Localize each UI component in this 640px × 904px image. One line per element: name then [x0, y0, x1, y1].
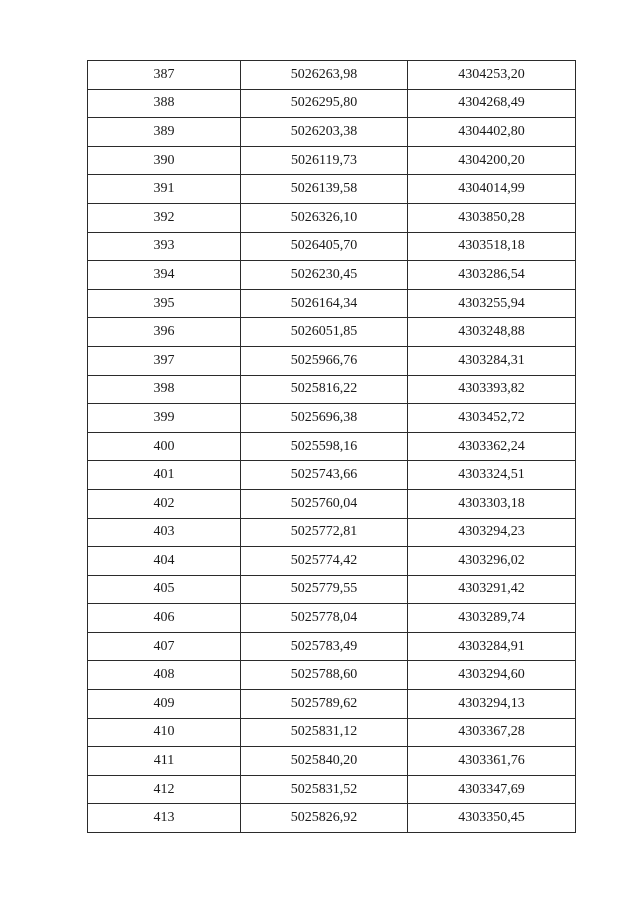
x-coordinate-cell: 5025743,66	[241, 461, 408, 490]
x-coordinate-cell: 5026295,80	[241, 89, 408, 118]
y-coordinate-cell: 4303367,28	[408, 718, 576, 747]
point-number-cell: 393	[88, 232, 241, 261]
table-row	[88, 346, 576, 375]
table-row	[88, 175, 576, 204]
y-coordinate-cell: 4303296,02	[408, 547, 576, 576]
table-row	[88, 318, 576, 347]
point-number-cell: 390	[88, 146, 241, 175]
y-coordinate-cell: 4303284,31	[408, 346, 576, 375]
point-number-cell: 395	[88, 289, 241, 318]
table-row	[88, 232, 576, 261]
y-coordinate-cell: 4303286,54	[408, 261, 576, 290]
y-coordinate-cell: 4303303,18	[408, 489, 576, 518]
y-coordinate-cell: 4303248,88	[408, 318, 576, 347]
point-number-cell: 397	[88, 346, 241, 375]
y-coordinate-cell: 4303350,45	[408, 804, 576, 833]
point-number-cell: 401	[88, 461, 241, 490]
y-coordinate-cell: 4303284,91	[408, 632, 576, 661]
table-row	[88, 718, 576, 747]
x-coordinate-cell: 5025840,20	[241, 747, 408, 776]
point-number-cell: 403	[88, 518, 241, 547]
table-row	[88, 547, 576, 576]
x-coordinate-cell: 5025826,92	[241, 804, 408, 833]
coordinates-table-body	[88, 61, 576, 833]
table-row	[88, 489, 576, 518]
y-coordinate-cell: 4303850,28	[408, 203, 576, 232]
table-row	[88, 89, 576, 118]
x-coordinate-cell: 5025788,60	[241, 661, 408, 690]
x-coordinate-cell: 5025816,22	[241, 375, 408, 404]
point-number-cell: 398	[88, 375, 241, 404]
point-number-cell: 405	[88, 575, 241, 604]
table-row	[88, 461, 576, 490]
y-coordinate-cell: 4304014,99	[408, 175, 576, 204]
y-coordinate-cell: 4303294,60	[408, 661, 576, 690]
y-coordinate-cell: 4303289,74	[408, 604, 576, 633]
x-coordinate-cell: 5025778,04	[241, 604, 408, 633]
table-row	[88, 661, 576, 690]
table-row	[88, 518, 576, 547]
point-number-cell: 399	[88, 404, 241, 433]
y-coordinate-cell: 4303294,23	[408, 518, 576, 547]
x-coordinate-cell: 5025831,52	[241, 775, 408, 804]
x-coordinate-cell: 5025774,42	[241, 547, 408, 576]
x-coordinate-cell: 5025789,62	[241, 690, 408, 719]
x-coordinate-cell: 5025783,49	[241, 632, 408, 661]
y-coordinate-cell: 4304253,20	[408, 61, 576, 90]
table-row	[88, 804, 576, 833]
x-coordinate-cell: 5025696,38	[241, 404, 408, 433]
y-coordinate-cell: 4303291,42	[408, 575, 576, 604]
point-number-cell: 404	[88, 547, 241, 576]
y-coordinate-cell: 4303255,94	[408, 289, 576, 318]
table-row	[88, 404, 576, 433]
table-row	[88, 604, 576, 633]
point-number-cell: 413	[88, 804, 241, 833]
y-coordinate-cell: 4303361,76	[408, 747, 576, 776]
x-coordinate-cell: 5026119,73	[241, 146, 408, 175]
y-coordinate-cell: 4304268,49	[408, 89, 576, 118]
y-coordinate-cell: 4303347,69	[408, 775, 576, 804]
table-row	[88, 575, 576, 604]
coordinates-table	[87, 60, 576, 833]
y-coordinate-cell: 4304402,80	[408, 118, 576, 147]
table-row	[88, 690, 576, 719]
point-number-cell: 411	[88, 747, 241, 776]
table-row	[88, 261, 576, 290]
point-number-cell: 409	[88, 690, 241, 719]
x-coordinate-cell: 5025831,12	[241, 718, 408, 747]
x-coordinate-cell: 5025772,81	[241, 518, 408, 547]
point-number-cell: 400	[88, 432, 241, 461]
x-coordinate-cell: 5026164,34	[241, 289, 408, 318]
point-number-cell: 410	[88, 718, 241, 747]
y-coordinate-cell: 4303294,13	[408, 690, 576, 719]
table-row	[88, 289, 576, 318]
x-coordinate-cell: 5026263,98	[241, 61, 408, 90]
point-number-cell: 388	[88, 89, 241, 118]
point-number-cell: 387	[88, 61, 241, 90]
y-coordinate-cell: 4304200,20	[408, 146, 576, 175]
point-number-cell: 408	[88, 661, 241, 690]
x-coordinate-cell: 5026230,45	[241, 261, 408, 290]
point-number-cell: 396	[88, 318, 241, 347]
y-coordinate-cell: 4303518,18	[408, 232, 576, 261]
point-number-cell: 389	[88, 118, 241, 147]
x-coordinate-cell: 5025966,76	[241, 346, 408, 375]
x-coordinate-cell: 5025760,04	[241, 489, 408, 518]
x-coordinate-cell: 5025598,16	[241, 432, 408, 461]
y-coordinate-cell: 4303362,24	[408, 432, 576, 461]
point-number-cell: 406	[88, 604, 241, 633]
table-row	[88, 747, 576, 776]
table-row	[88, 375, 576, 404]
point-number-cell: 407	[88, 632, 241, 661]
y-coordinate-cell: 4303324,51	[408, 461, 576, 490]
table-row	[88, 432, 576, 461]
y-coordinate-cell: 4303393,82	[408, 375, 576, 404]
point-number-cell: 394	[88, 261, 241, 290]
point-number-cell: 392	[88, 203, 241, 232]
table-row	[88, 775, 576, 804]
point-number-cell: 391	[88, 175, 241, 204]
x-coordinate-cell: 5026405,70	[241, 232, 408, 261]
x-coordinate-cell: 5026203,38	[241, 118, 408, 147]
table-row	[88, 146, 576, 175]
y-coordinate-cell: 4303452,72	[408, 404, 576, 433]
point-number-cell: 412	[88, 775, 241, 804]
table-row	[88, 61, 576, 90]
table-row	[88, 632, 576, 661]
x-coordinate-cell: 5025779,55	[241, 575, 408, 604]
x-coordinate-cell: 5026326,10	[241, 203, 408, 232]
table-row	[88, 118, 576, 147]
x-coordinate-cell: 5026139,58	[241, 175, 408, 204]
x-coordinate-cell: 5026051,85	[241, 318, 408, 347]
point-number-cell: 402	[88, 489, 241, 518]
table-row	[88, 203, 576, 232]
